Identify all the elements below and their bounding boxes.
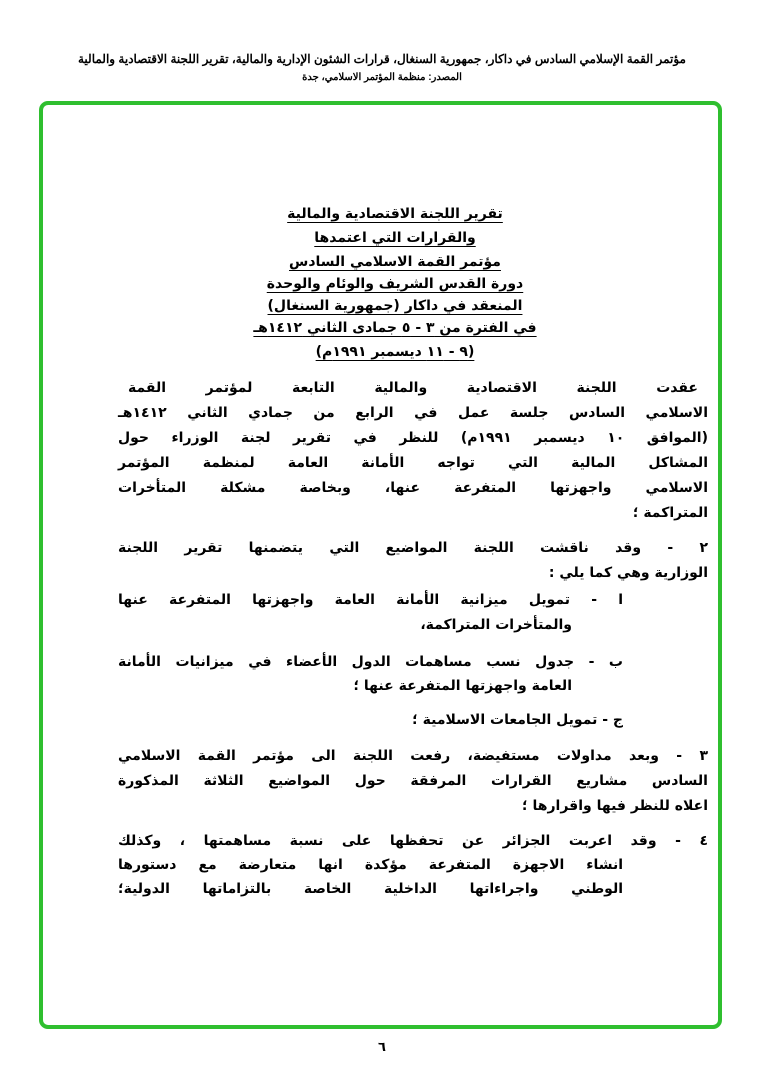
title-line: والقرارات التي اعتمدها: [314, 230, 476, 246]
title-line: مؤتمر القمة الاسلامي السادس: [289, 254, 501, 270]
title-line: المنعقد في داكار (جمهورية السنغال): [267, 298, 523, 314]
text-line: اعلاه للنظر فيها واقرارها ؛: [522, 798, 708, 814]
text-line: ٢ - وقد ناقشت اللجنة المواضيع التي يتضمنها تقرير اللجنة: [118, 540, 708, 556]
text-line: انشاء الاجهزة المتفرعة مؤكدة انها متعارضة مع دستورها: [118, 857, 623, 873]
title-line: تقرير اللجنة الاقتصادية والمالية: [287, 206, 503, 222]
text-line: العامة واجهزتها المتفرعة عنها ؛: [353, 678, 572, 694]
text-line: المشاكل المالية التي تواجه الأمانة العامة لمنظمة المؤتمر: [118, 455, 708, 471]
title-line: في الفترة من ٣ - ٥ جمادى الثاني ١٤١٢هـ: [253, 320, 537, 336]
page-number: ٦: [378, 1040, 386, 1055]
title-line: (٩ - ١١ ديسمبر ١٩٩١م): [315, 344, 475, 360]
title-line: دورة القدس الشريف والوئام والوحدة: [266, 276, 524, 292]
text-line: ٤ - وقد اعربت الجزائر عن تحفظها على نسبة مساهمتها ، وكذلك: [118, 833, 708, 849]
text-line: (الموافق ١٠ ديسمبر ١٩٩١م) للنظر في تقرير لجنة الوزراء حول: [118, 430, 708, 446]
document-header-title: مؤتمر القمة الإسلامي السادس في داكار، جمهورية السنغال، قرارات الشئون الإدارية والمالية، تقرير اللجنة الاقتصادية والمالية: [78, 52, 686, 66]
text-line: ب - جدول نسب مساهمات الدول الأعضاء في ميزانيات الأمانة: [118, 654, 623, 670]
text-line: الوطني واجراءاتها الداخلية الخاصة بالتزاماتها الدولية؛: [118, 881, 623, 897]
document-source: المصدر: منظمة المؤتمر الاسلامي، جدة: [302, 72, 462, 83]
text-line: المتراكمة ؛: [632, 505, 708, 521]
text-line: ٣ - وبعد مداولات مستفيضة، رفعت اللجنة الى مؤتمر القمة الاسلامي: [118, 748, 708, 764]
text-line: الوزارية وهي كما يلي :: [548, 565, 708, 581]
text-line: الاسلامي السادس جلسة عمل في الرابع من جمادي الثاني ١٤١٢هـ: [118, 405, 708, 421]
text-line: ا - تمويل ميزانية الأمانة العامة واجهزتها المتفرعة عنها: [118, 592, 623, 608]
text-line: السادس مشاريع القرارات المرفقة حول المواضيع الثلاثة المذكورة: [118, 773, 708, 789]
text-line: والمتأخرات المتراكمة،: [420, 617, 572, 633]
text-line: الاسلامي واجهزتها المتفرعة عنها، وبخاصة مشكلة المتأخرات: [118, 480, 708, 496]
text-line: عقدت اللجنة الاقتصادية والمالية التابعة لمؤتمر القمة: [128, 380, 698, 396]
text-line: ج - تمويل الجامعات الاسلامية ؛: [412, 712, 623, 728]
